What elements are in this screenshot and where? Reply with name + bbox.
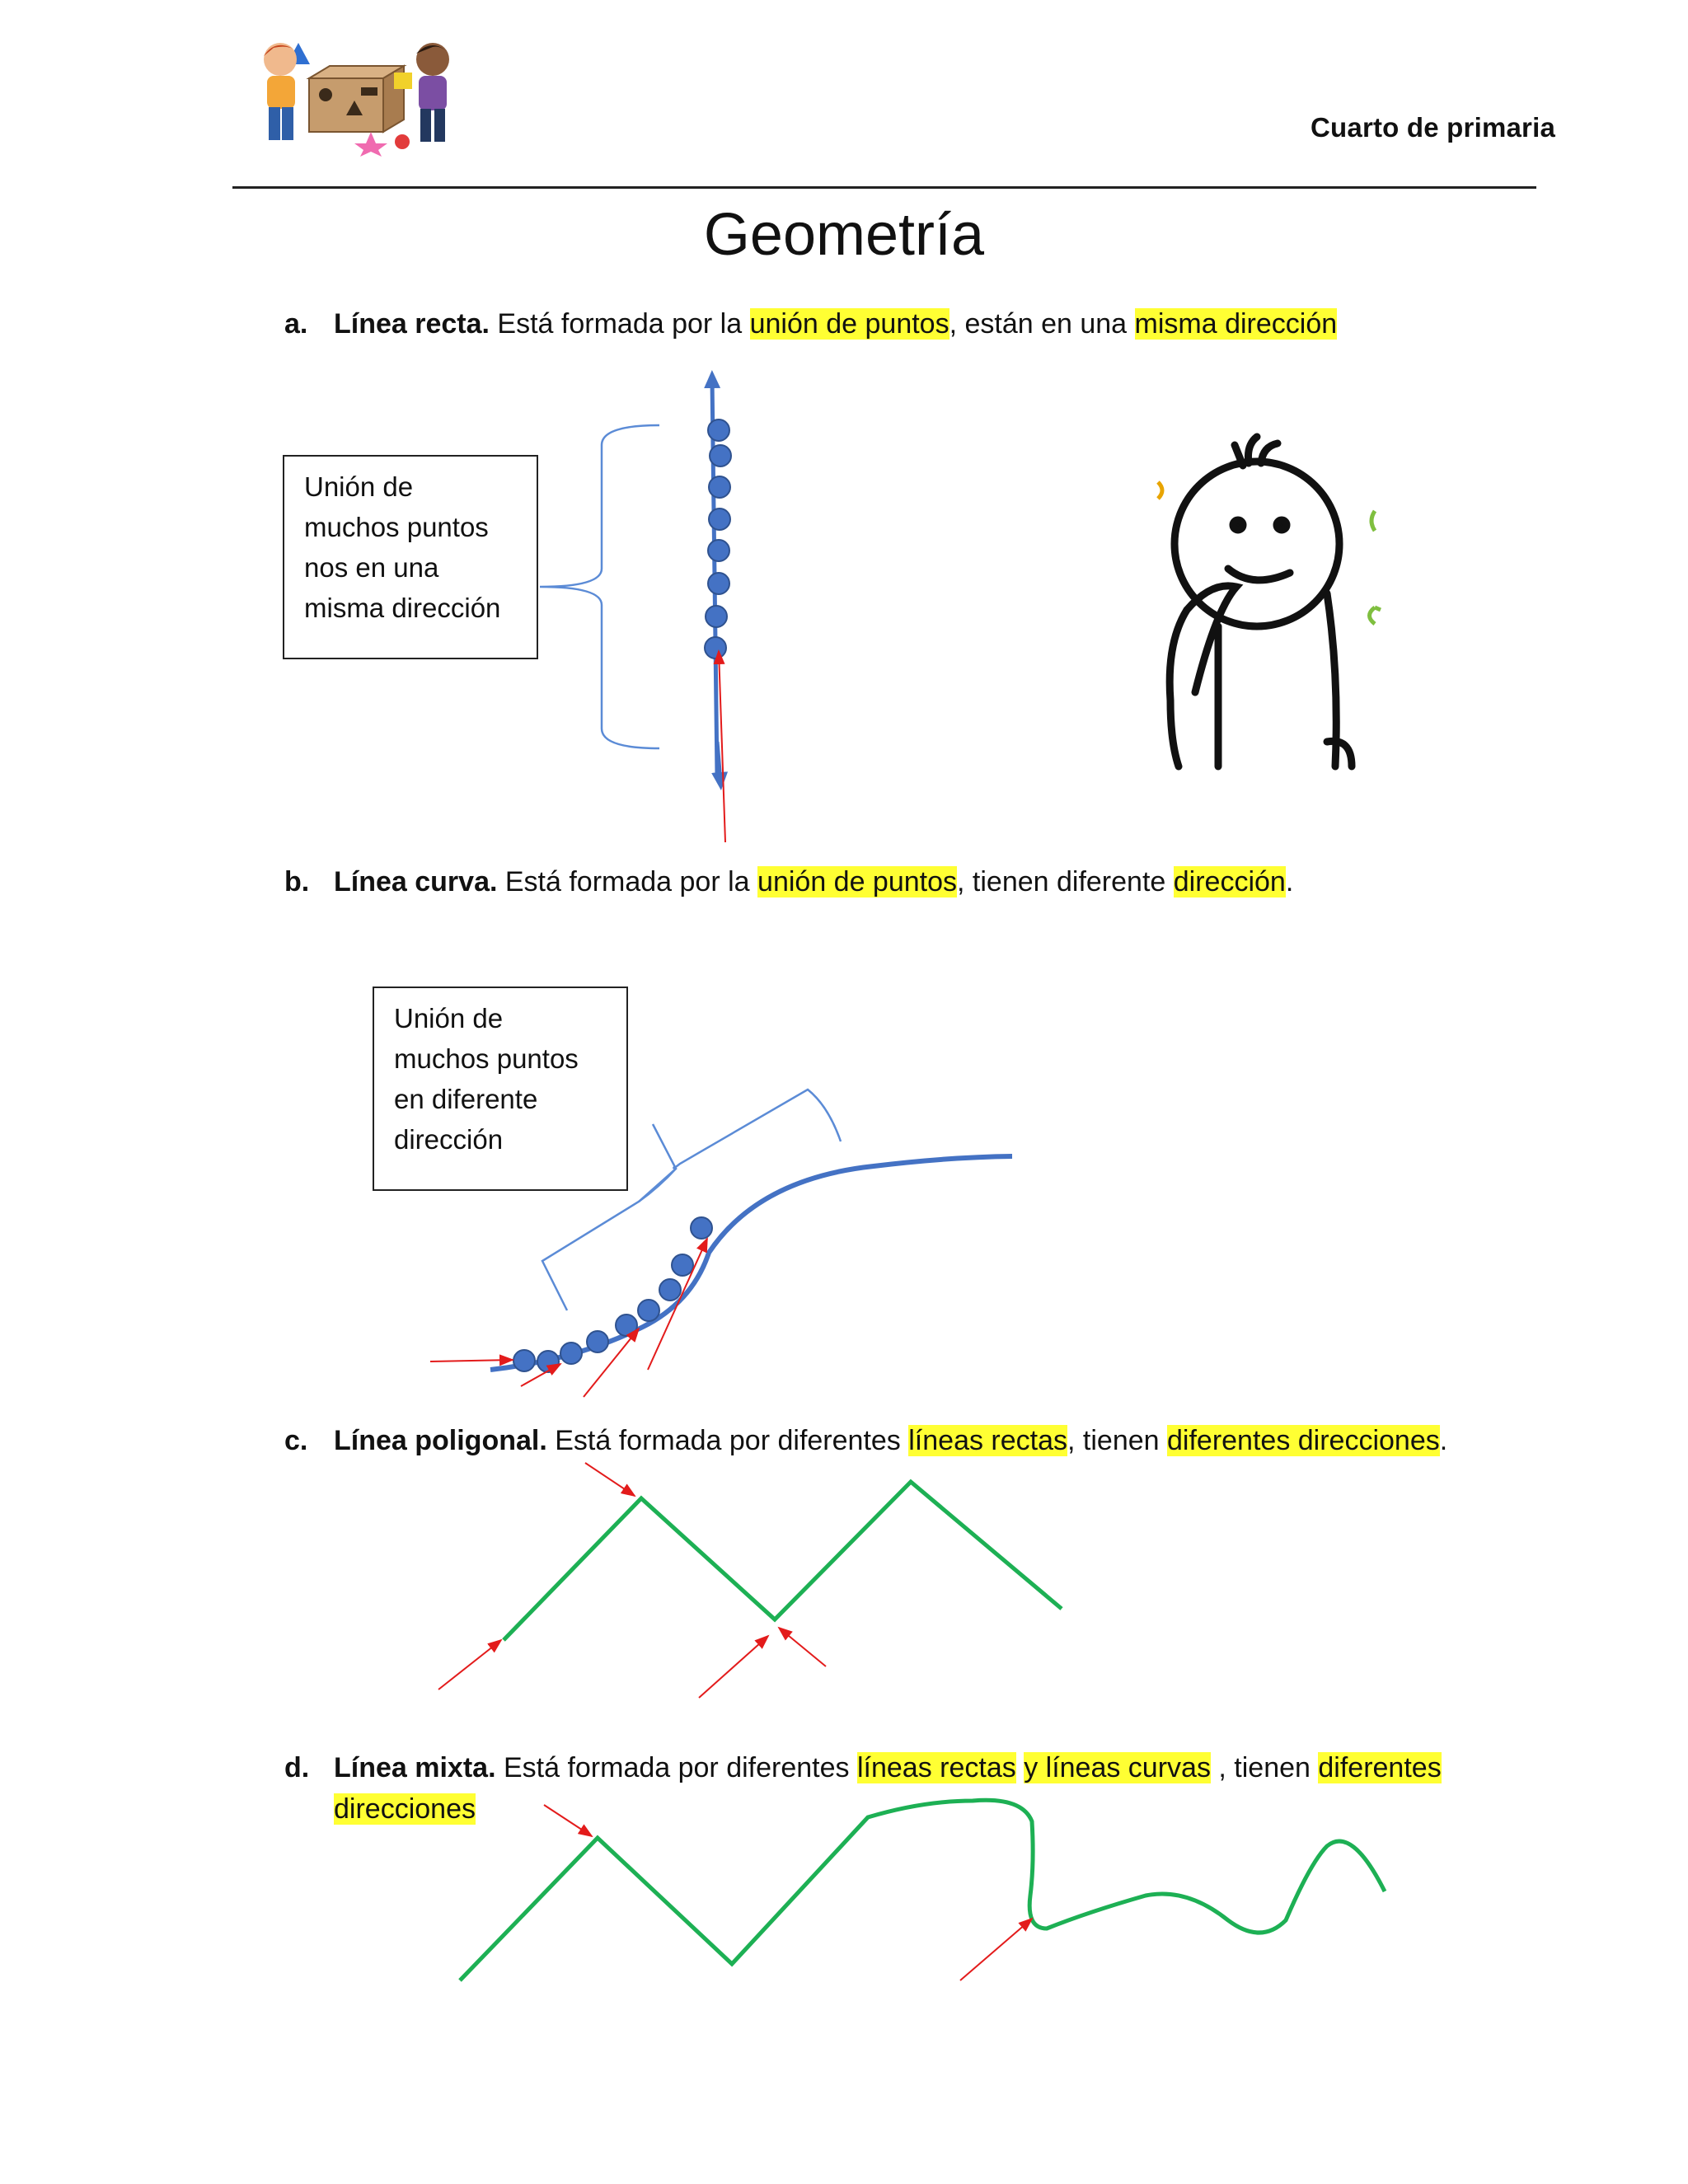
highlight-text: líneas rectas [908,1425,1068,1456]
dot [659,1279,681,1301]
curve-line [490,1156,1012,1370]
red-pointer-arrow [719,651,725,842]
note-line: en diferente [394,1084,538,1114]
section-text: Está formada por la [497,866,758,898]
highlight-text: unión de puntos [757,866,958,898]
grade-label: Cuarto de primaria [1311,112,1556,143]
red-pointer-arrow [585,1463,635,1496]
section-text: , tienen diferente [957,866,1174,898]
highlight-text: y líneas curvas [1024,1752,1211,1783]
dot [706,606,727,627]
section-text: , tienen [1210,1752,1319,1783]
highlight-text: misma dirección [1134,308,1338,340]
red-pointer-arrow [699,1636,768,1698]
dot [691,1217,712,1239]
curve-line-diagram [430,1090,1012,1397]
highlight-text: líneas rectas [856,1752,1016,1783]
red-pointer-arrow [430,1360,513,1361]
section-term: Línea recta. [334,308,490,340]
note-line: nos en una [304,552,439,583]
section-text: . [1439,1425,1448,1456]
highlight-text: diferentes direcciones [1167,1425,1440,1456]
section-letter: a. [284,308,308,340]
red-pointer-arrow [960,1919,1032,1980]
note-line: Unión de [304,471,414,502]
note-line: muchos puntos [394,1043,579,1074]
highlight-text: unión de puntos [749,308,950,340]
dot [708,573,729,594]
section-text: Está formada por la [489,308,750,340]
note-line: dirección [394,1124,504,1155]
section-text: Está formada por diferentes [495,1752,857,1783]
section-text: . [1285,866,1294,898]
thinking-figure-illustration [1170,437,1352,766]
red-pointer-arrow [779,1628,826,1666]
red-pointer-arrow [544,1805,592,1836]
mixed-line-diagram [460,1800,1385,1980]
note-line: muchos puntos [304,512,489,542]
highlight-text: dirección [1173,866,1286,898]
highlight-text: diferentes [1318,1752,1442,1783]
dot [708,540,729,561]
dot [672,1254,693,1276]
section-letter: d. [284,1752,310,1783]
dot [513,1350,535,1371]
dot [710,445,731,466]
highlight-text: direcciones [334,1793,476,1825]
section-term: Línea mixta. [334,1752,496,1783]
note-line: Unión de [394,1003,504,1033]
dot [560,1343,582,1364]
section-text: , tienen [1067,1425,1167,1456]
straight-line-diagram [540,379,731,842]
dot [616,1315,637,1336]
page-title: Geometría [703,202,985,268]
polygonal-line [504,1482,1062,1640]
section-letter: c. [284,1425,308,1456]
bracket [540,425,659,748]
bracket [542,1090,841,1310]
note-line: misma dirección [304,593,501,623]
polygonal-line-diagram [438,1463,1062,1698]
dot [709,509,730,530]
section-letter: b. [284,866,310,898]
dot [638,1300,659,1321]
dot [537,1351,559,1372]
section-term: Línea poligonal. [334,1425,547,1456]
mixed-line [460,1800,1385,1980]
dot [709,476,730,498]
red-pointer-arrow [438,1640,501,1690]
section-text: Está formada por diferentes [546,1425,909,1456]
dot [708,419,729,441]
dot [705,637,726,658]
dot [587,1331,608,1352]
section-term: Línea curva. [334,866,498,898]
section-text: , están en una [949,308,1135,340]
